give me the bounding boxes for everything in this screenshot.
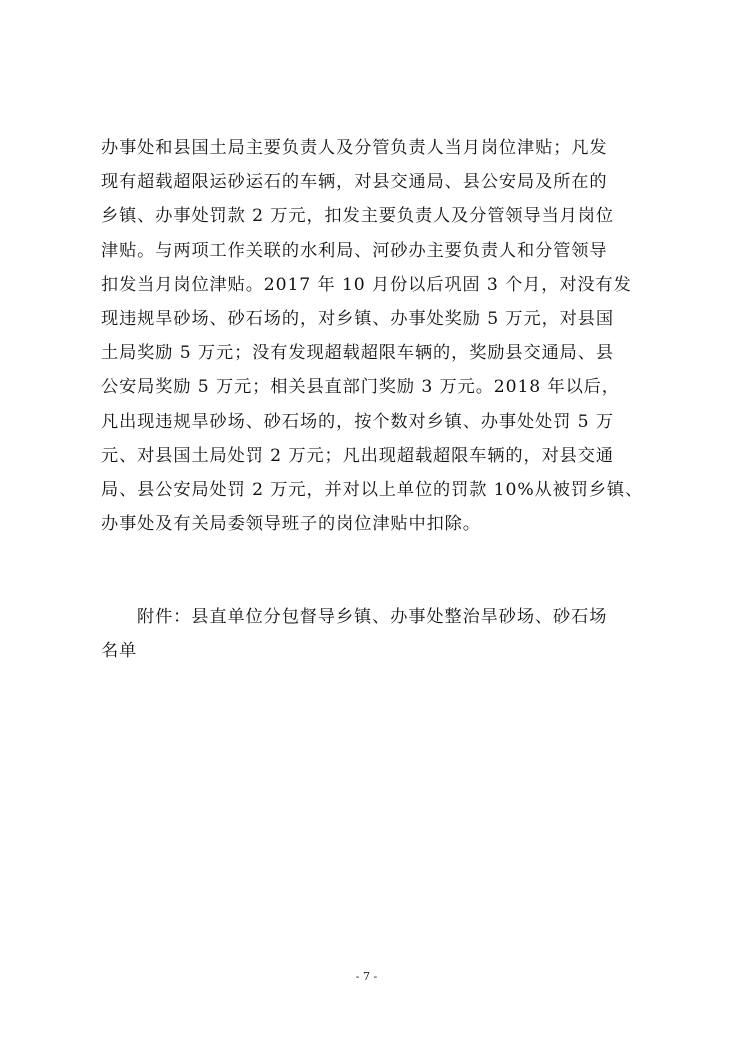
body-line: 办事处及有关局委领导班子的岗位津贴中扣除。 (101, 514, 481, 535)
body-line: 办事处和县国土局主要负责人及分管负责人当月岗位津贴；凡发 (101, 138, 608, 158)
body-line: 局、县公安局处罚 2 万元，并对以上单位的罚款 10%从被罚乡镇、 (101, 479, 644, 500)
body-line: 土局奖励 5 万元；没有发现超载超限车辆的，奖励县交通局、县 (101, 343, 614, 364)
body-paragraph (101, 131, 661, 541)
body-line: 公安局奖励 5 万元；相关县直部门奖励 3 万元。2018 年以后， (101, 377, 620, 398)
body-line: 凡出现违规旱砂场、砂石场的，按个数对乡镇、办事处处罚 5 万 (101, 411, 614, 432)
attachment-line: 名单 (101, 641, 138, 662)
body-line: 现有超载超限运砂运石的车辆，对县交通局、县公安局及所在的 (101, 172, 608, 193)
body-line: 乡镇、办事处罚款 2 万元，扣发主要负责人及分管领导当月岗位 (101, 206, 614, 227)
attachment-line: 附件：县直单位分包督导乡镇、办事处整治旱砂场、砂石场 (137, 607, 608, 627)
attachment-note (101, 600, 661, 668)
body-line: 扣发当月岗位津贴。2017 年 10 月份以后巩固 3 个月，对没有发 (101, 274, 632, 295)
body-line: 元、对县国土局处罚 2 万元；凡出现超载超限车辆的，对县交通 (101, 445, 614, 466)
body-line: 津贴。与两项工作关联的水利局、河砂办主要负责人和分管领导 (101, 240, 608, 261)
page-number: - 7 - (355, 970, 378, 983)
body-line: 现违规旱砂场、砂石场的，对乡镇、办事处奖励 5 万元，对县国 (101, 308, 614, 329)
